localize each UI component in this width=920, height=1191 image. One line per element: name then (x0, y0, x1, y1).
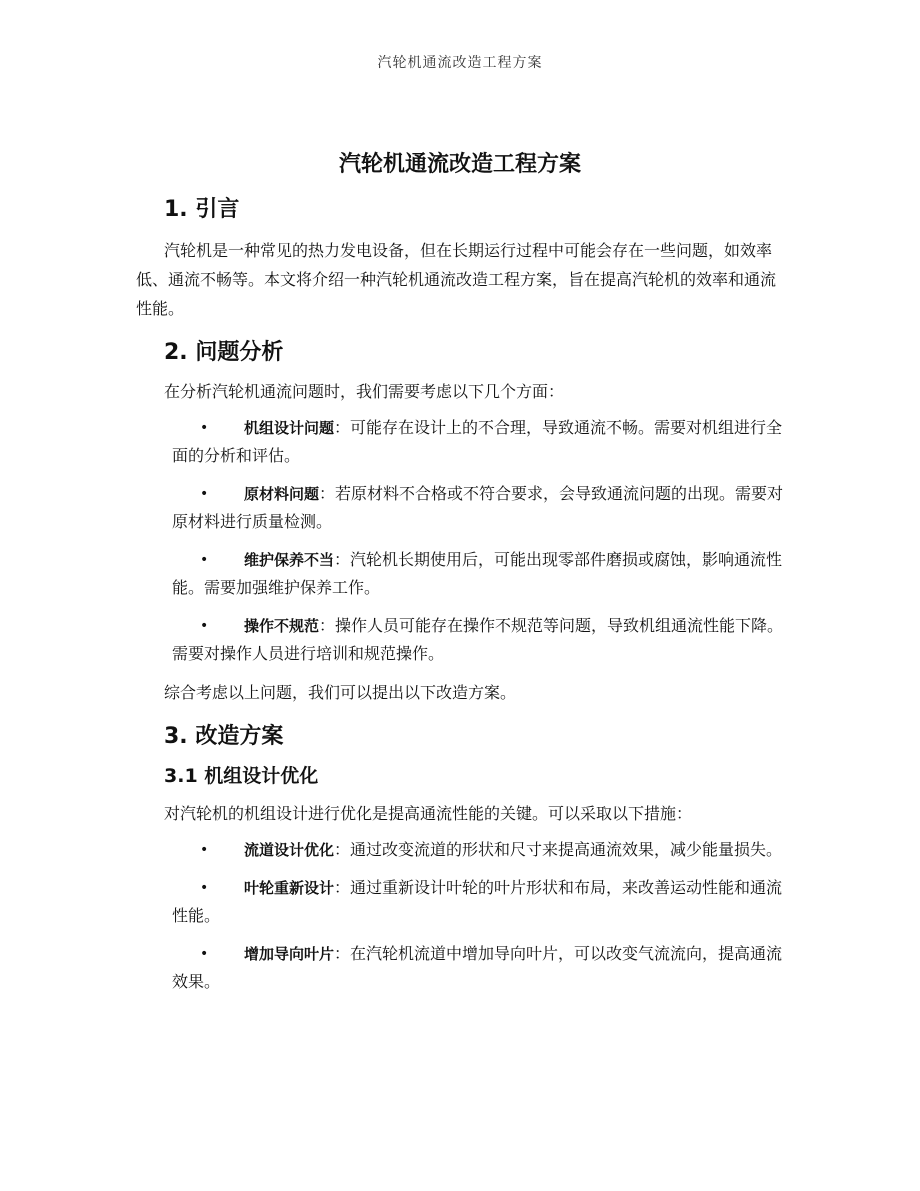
design-list (136, 836, 788, 996)
document-body (136, 194, 788, 1006)
analysis-list (136, 414, 788, 668)
analysis-conclusion-paragraph: 综合考虑以上问题，我们可以提出以下改造方案。 (164, 683, 517, 702)
running-header: 汽轮机通流改造工程方案 (377, 55, 543, 71)
list-item-term: 叶轮重新设计 (244, 879, 335, 897)
analysis-lead-paragraph: 在分析汽轮机通流问题时，我们需要考虑以下几个方面： (164, 382, 565, 401)
bullet-icon: • (200, 486, 209, 502)
list-item-term: 原材料问题 (244, 485, 320, 503)
list-item-text: ：若原材料不合格或不符合要求，会导致通流问题的出现。需要对原材料进行质量检测。 (172, 484, 784, 531)
list-item (136, 414, 788, 470)
section-heading-intro: 1. 引言 (164, 197, 240, 222)
bullet-icon: • (200, 420, 209, 436)
section-heading-plan: 3. 改造方案 (164, 724, 284, 749)
list-item-term: 机组设计问题 (244, 419, 335, 437)
list-item-text: ：可能存在设计上的不合理，导致通流不畅。需要对机组进行全面的分析和评估。 (172, 418, 783, 465)
design-lead-paragraph: 对汽轮机的机组设计进行优化是提高通流性能的关键。可以采取以下措施： (164, 804, 693, 823)
list-item-text: ：通过改变流道的形状和尺寸来提高通流效果，减少能量损失。 (334, 840, 783, 859)
bullet-icon: • (200, 552, 209, 568)
list-item (136, 546, 788, 602)
list-item (136, 612, 788, 668)
intro-paragraph: 汽轮机是一种常见的热力发电设备，但在长期运行过程中可能会存在一些问题，如效率低、通流不畅等。本文将介绍一种汽轮机通流改造工程方案，旨在提高汽轮机的效率和通流性能。 (136, 241, 777, 318)
list-item (136, 836, 788, 864)
list-item-term: 维护保养不当 (244, 551, 335, 569)
list-item-text: ：在汽轮机流道中增加导向叶片，可以改变气流流向，提高通流效果。 (172, 944, 783, 991)
bullet-icon: • (200, 880, 209, 896)
subsection-heading-design: 3.1 机组设计优化 (164, 765, 319, 787)
list-item-term: 增加导向叶片 (244, 945, 335, 963)
section-heading-analysis: 2. 问题分析 (164, 340, 284, 365)
bullet-icon: • (200, 946, 209, 962)
list-item (136, 874, 788, 930)
list-item-text: ：通过重新设计叶轮的叶片形状和布局，来改善运动性能和通流性能。 (172, 878, 783, 925)
document-title: 汽轮机通流改造工程方案 (338, 152, 581, 177)
list-item-term: 操作不规范 (244, 617, 320, 635)
list-item (136, 480, 788, 536)
list-item-text: ：操作人员可能存在操作不规范等问题，导致机组通流性能下降。需要对操作人员进行培训和规范操作。 (172, 616, 784, 663)
list-item (136, 940, 788, 996)
list-item-text: ：汽轮机长期使用后，可能出现零部件磨损或腐蚀，影响通流性能。需要加强维护保养工作。 (172, 550, 783, 597)
list-item-term: 流道设计优化 (244, 841, 335, 859)
bullet-icon: • (200, 842, 209, 858)
bullet-icon: • (200, 618, 209, 634)
